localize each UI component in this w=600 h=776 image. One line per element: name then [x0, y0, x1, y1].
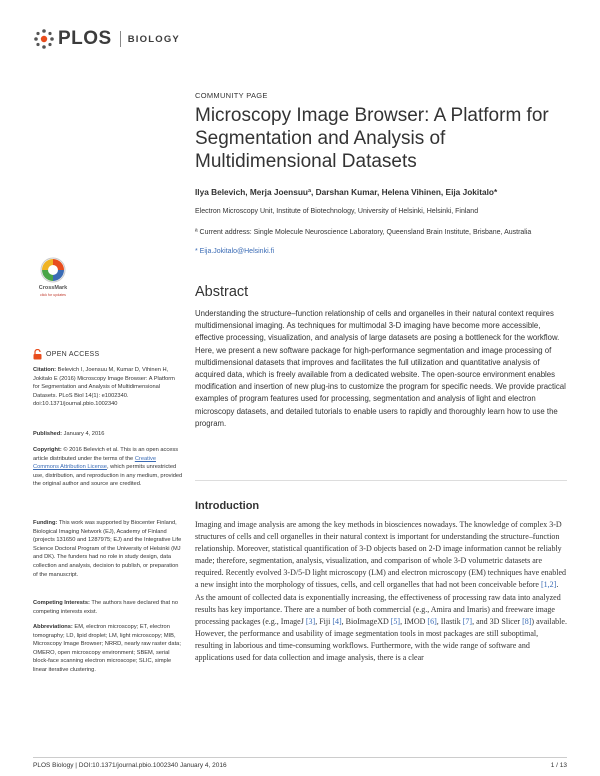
crossmark-sub: click for updates — [40, 293, 66, 297]
competing-text: The authors have declared that no competing interests exist. — [33, 600, 179, 615]
article-title: Microscopy Image Browser: A Platform for Segmentation and Analysis of Multidimensional Datasets — [195, 105, 549, 172]
copyright-label: Copyright: — [33, 447, 62, 453]
corresponding-email-link[interactable]: * Eija.Jokitalo@Helsinki.fi — [195, 248, 275, 255]
copyright-block — [33, 446, 183, 489]
competing-label: Competing Interests: — [33, 600, 90, 606]
abbrev-text: EM, electron microscopy; ET, electron tomography; LD, lipid droplet; LM, light microscopy; MIB, Microscopy Image Browser; NRRD, nearly raw raster data; OMERO, open microscopy environment; SBEM, serial block-face scanning electron microscope; SLIC, simple linear iterative clustering. — [33, 624, 181, 673]
ref-link[interactable]: [7] — [462, 616, 473, 626]
published-block — [33, 430, 183, 439]
introduction-text — [195, 519, 567, 664]
intro-part: . As the amount of collected data is exponentially increasing, the effectiveness of processing raw data into analyzed results has key importance. There are a number of both commercial (e.g., Amira and Imaris) and freeware image processing packages (e.g., ImageJ — [195, 580, 561, 626]
abstract-heading: Abstract — [195, 284, 249, 300]
copyright-text: © 2016 Belevich et al. This is an open access article distributed under the terms of the — [33, 447, 179, 462]
funding-text: This work was supported by Biocenter Finland, Biological Imaging Network (EJ), Academy of Finland (projects 131650 and 1287975; EJ) and the Integrative Life Science Doctoral Program of the University of Helsinki (MJ and DK). The funders had no role in study design, data collection and analysis, decision to publish, or preparation of the manuscript. — [33, 520, 182, 578]
intro-part: , IMOD — [400, 616, 428, 626]
logo-text: PLOS — [58, 28, 112, 49]
plos-logo[interactable] — [33, 27, 180, 51]
plos-dots-icon — [33, 28, 55, 50]
affiliation: Electron Microscopy Unit, Institute of Biotechnology, University of Helsinki, Helsinki, Finland — [195, 208, 479, 215]
funding-block — [33, 519, 183, 579]
author-list: Ilya Belevich, Merja Joensuuª, Darshan Kumar, Helena Vihinen, Eija Jokitalo* — [195, 187, 498, 197]
footer-rule — [33, 757, 567, 758]
license-link[interactable]: Creative Commons Attribution License — [33, 455, 156, 471]
open-access-badge — [33, 349, 99, 360]
ref-link[interactable]: [4] — [332, 616, 342, 626]
intro-part: Imaging and image analysis are among the key methods in biosciences nowadays. The knowledge of complex 3-D structures of cells and cell organelles in their natural context is important for understanding the structure–function relationship. Moreover, statistical quantification of 3-D objects based on 2-D image information cannot be reliably made; therefore, segmentation, analysis, visualization, and comparison of whole 3-D volumetric datasets are required. Recently evolved 3-D/5-D light microscopy (LM) and electron microscopy (EM) techniques have enabled a new insight into the morphology of tissues, cells, and cell organelles that had not been conceivable before — [195, 520, 566, 590]
crossmark-badge[interactable] — [33, 257, 73, 305]
intro-part: , and 3D Slicer — [472, 616, 523, 626]
article-type: COMMUNITY PAGE — [195, 91, 268, 100]
published-text: January 4, 2016 — [63, 431, 105, 437]
open-access-label: OPEN ACCESS — [46, 351, 100, 358]
intro-part: , Ilastik — [436, 616, 463, 626]
open-lock-icon — [33, 349, 42, 360]
intro-part: , BioImageXD — [341, 616, 391, 626]
funding-label: Funding: — [33, 520, 58, 526]
crossmark-icon — [33, 257, 73, 285]
ref-link[interactable]: [3] — [305, 616, 316, 626]
ref-link[interactable]: [6] — [427, 616, 437, 626]
competing-block — [33, 599, 183, 616]
ref-link[interactable]: [5] — [390, 616, 401, 626]
citation-block — [33, 366, 183, 409]
journal-name: BIOLOGY — [127, 33, 180, 45]
published-label: Published: — [33, 431, 63, 437]
page-number: 1 / 13 — [550, 762, 567, 769]
abbreviations-block — [33, 623, 183, 675]
citation-text: Belevich I, Joensuu M, Kumar D, Vihinen H, Jokitalo E (2016) Microscopy Image Browser: A Platform for Segmentation and Analysis of Multidimensional Datasets. PLoS Biol 14(1): e1002340. doi:10.1371/journal.pbio.1002340 — [33, 367, 175, 408]
abbrev-label: Abbreviations: — [33, 624, 73, 630]
intro-part: , Fiji — [315, 616, 333, 626]
section-divider — [195, 480, 567, 481]
footer-citation: PLOS Biology | DOI:10.1371/journal.pbio.1002340 January 4, 2016 — [33, 762, 227, 769]
abstract-text: Understanding the structure–function relationship of cells and organelles in their natural context requires multidimensional imaging. As techniques for multimodal 3-D imaging have become more accessible, effective processing, visualization, and analysis of large datasets are posing a bottleneck for the workflow. Here, we present a new software package for high-performance segmentation and image processing of multidimensional datasets that improves and facilitates the full utilization and quantitative analysis of acquired data, which is freely available from a dedicated website. The open-source environment enables modification and insertion of new plug-ins to customize the program for specific needs. We provide practical examples of program features used for processing, segmentation and analysis of light and electron microscopy datasets, and detailed tutorials to enable users to rapidly and thoroughly learn how to use the program. — [195, 309, 566, 428]
ref-link[interactable]: [8] — [522, 616, 532, 626]
introduction-heading: Introduction — [195, 500, 260, 512]
current-address: ª Current address: Single Molecule Neuroscience Laboratory, Queensland Brain Institute, Brisbane, Australia — [195, 229, 532, 236]
intro-part: ) available. However, the performance and usability of image segmentation tools in most packages are still suboptimal, resulting in laborious and time-consuming workflows. Furthermore, with the wide range of software and applications used for data collection and image analysis, there is a clear — [195, 616, 567, 663]
copyright-text-2: , which permits unrestricted use, distribution, and reproduction in any medium, provided the original author and source are credited. — [33, 464, 183, 488]
logo-separator — [120, 31, 121, 47]
citation-label: Citation: — [33, 367, 57, 373]
crossmark-label: CrossMark — [38, 285, 68, 291]
ref-link[interactable]: [1,2] — [540, 580, 557, 590]
